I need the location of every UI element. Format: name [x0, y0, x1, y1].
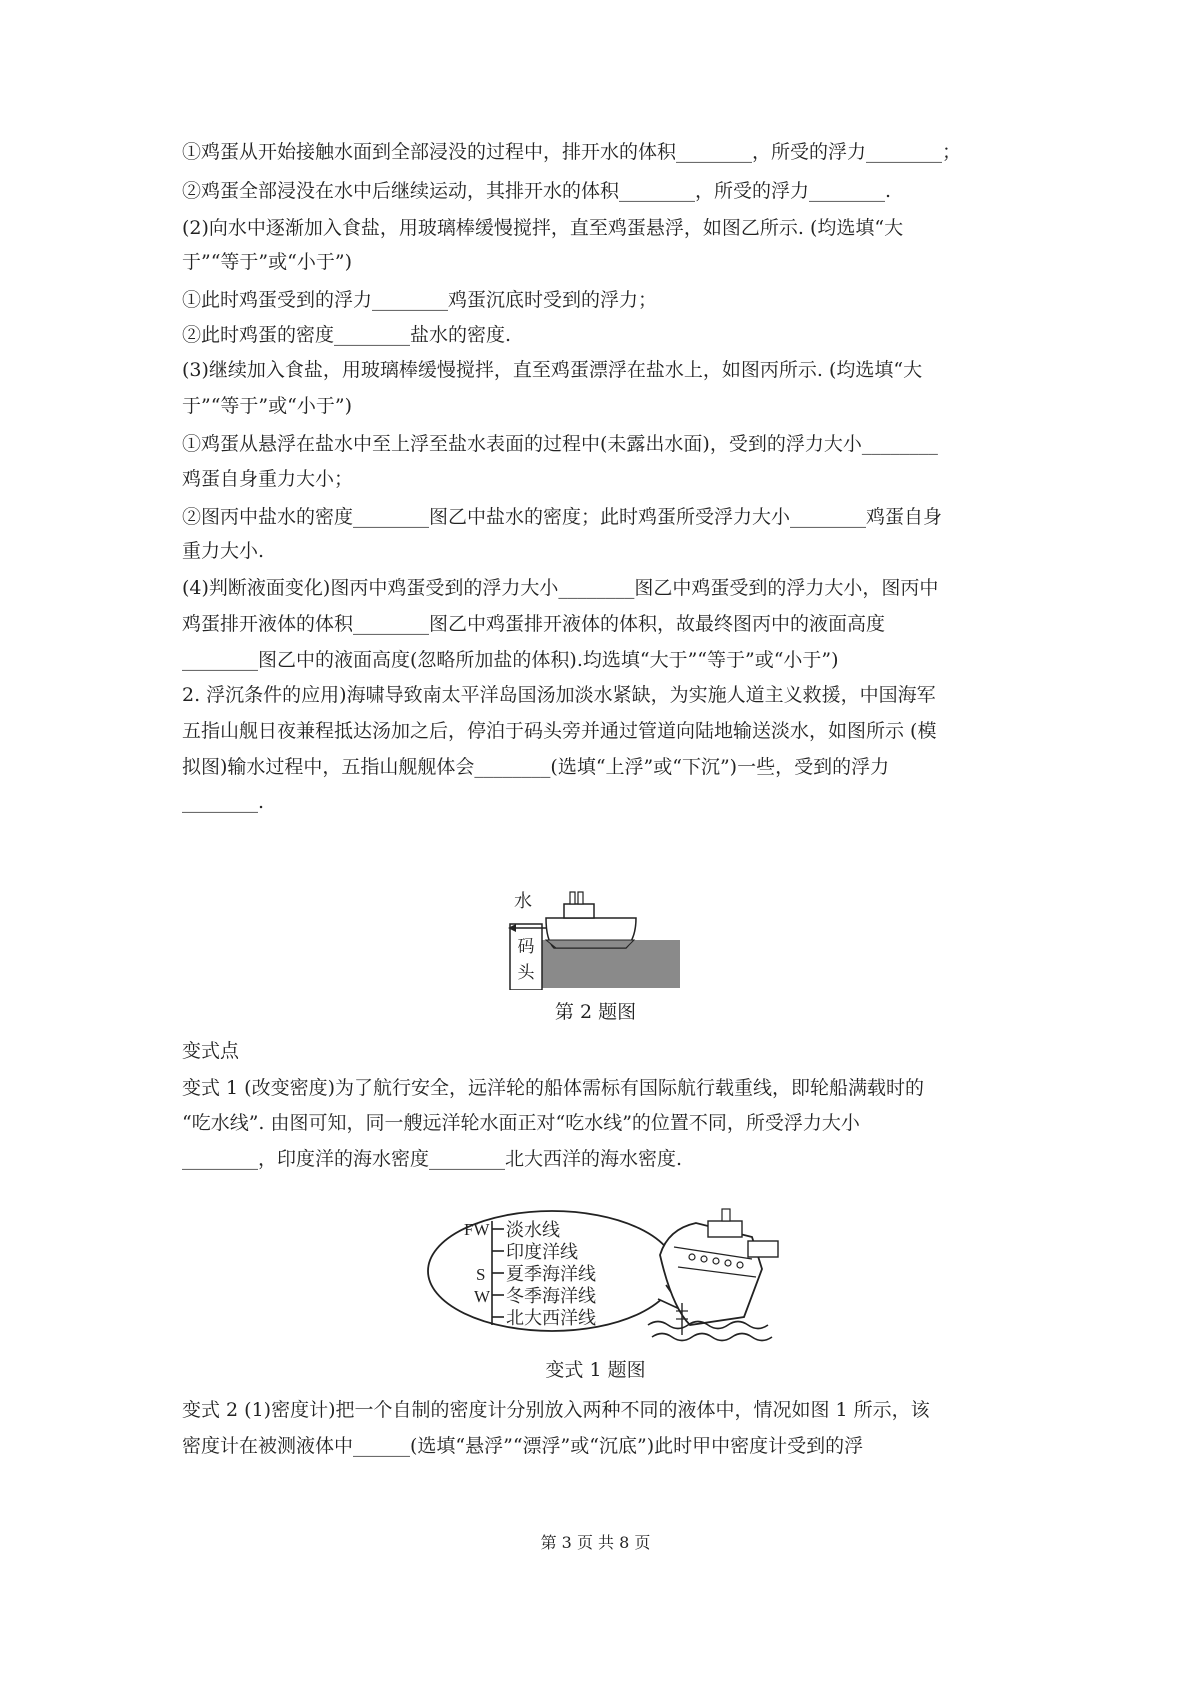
load-line-label: 印度洋线 [506, 1242, 578, 1263]
load-line-figure [422, 1207, 802, 1347]
text-line: 2. 浮沉条件的应用)海啸导致南太平洋岛国汤加淡水紧缺，为实施人道主义救援，中国海军 [182, 684, 936, 706]
text-line: (4)判断液面变化)图丙中鸡蛋受到的浮力大小________图乙中鸡蛋受到的浮力大小，图丙中 [182, 577, 939, 599]
text-line: ②图丙中盐水的密度________图乙中盐水的密度；此时鸡蛋所受浮力大小________鸡蛋自身 [182, 506, 943, 528]
dock-label-2: 头 [517, 963, 535, 983]
text-line: 重力大小. [182, 540, 265, 562]
load-line-label: 冬季海洋线 [506, 1286, 596, 1307]
text-line: 鸡蛋排开液体的体积________图乙中鸡蛋排开液体的体积，故最终图丙中的液面高度 [182, 613, 886, 635]
load-line-label: 夏季海洋线 [506, 1264, 596, 1285]
ship-dock-figure [498, 880, 698, 990]
text-line: 五指山舰日夜兼程抵达汤加之后，停泊于码头旁并通过管道向陆地输送淡水，如图所示 (模 [182, 720, 937, 742]
ship-funnel [570, 892, 575, 904]
water-label: 水 [514, 891, 532, 912]
ship-superstructure [748, 1241, 778, 1257]
text-line: “吃水线”. 由图可知，同一艘远洋轮水面正对“吃水线”的位置不同，所受浮力大小 [182, 1112, 860, 1134]
load-line-label: 北大西洋线 [506, 1308, 596, 1329]
text-line: (2)向水中逐渐加入食盐，用玻璃棒缓慢搅拌，直至鸡蛋悬浮，如图乙所示. (均选填“大 [182, 217, 904, 239]
text-line: ①鸡蛋从悬浮在盐水中至上浮至盐水表面的过程中(未露出水面)，受到的浮力大小________ [182, 433, 938, 455]
text-line: ②此时鸡蛋的密度________盐水的密度. [182, 324, 512, 346]
text-line: 于”“等于”或“小于”) [182, 395, 352, 417]
page-footer: 第 3 页 共 8 页 [540, 1533, 651, 1552]
text-line: ________图乙中的液面高度(忽略所加盐的体积).均选填“大于”“等于”或“小于”) [182, 649, 839, 671]
text-line: ②鸡蛋全部浸没在水中后继续运动，其排开水的体积________，所受的浮力________. [182, 180, 892, 202]
figure-caption: 变式 1 题图 [545, 1359, 646, 1381]
mark-fw: FW [464, 1220, 490, 1239]
dock-label-1: 码 [517, 937, 535, 957]
mark-w: W [474, 1287, 491, 1306]
ship-funnel [722, 1209, 730, 1221]
section-title: 变式点 [182, 1040, 240, 1062]
text-line: 变式 1 (改变密度)为了航行安全，远洋轮的船体需标有国际航行载重线，即轮船满载时的 [182, 1077, 924, 1099]
text-line: 鸡蛋自身重力大小； [182, 468, 354, 490]
text-line: ________. [182, 791, 265, 813]
text-line: 密度计在被测液体中______(选填“悬浮”“漂浮”或“沉底”)此时甲中密度计受到的浮 [182, 1435, 864, 1457]
ship-submerged-part [546, 940, 634, 948]
text-line: (3)继续加入食盐，用玻璃棒缓慢搅拌，直至鸡蛋漂浮在盐水上，如图丙所示. (均选填“大 [182, 359, 923, 381]
ocean-liner-hull [660, 1223, 762, 1325]
text-line: ①鸡蛋从开始接触水面到全部浸没的过程中，排开水的体积________，所受的浮力________； [182, 141, 962, 163]
mark-s: S [476, 1265, 486, 1284]
waves [652, 1334, 772, 1341]
figure-caption: 第 2 题图 [554, 1001, 637, 1023]
text-line: ①此时鸡蛋受到的浮力________鸡蛋沉底时受到的浮力； [182, 289, 658, 311]
ship-cabin [564, 904, 594, 918]
load-line-label: 淡水线 [506, 1220, 560, 1241]
ship-superstructure [708, 1221, 742, 1237]
text-line: 变式 2 (1)密度计)把一个自制的密度计分别放入两种不同的液体中，情况如图 1 所示，该 [182, 1399, 930, 1421]
text-line: ________，印度洋的海水密度________北大西洋的海水密度. [182, 1148, 683, 1170]
text-line: 于”“等于”或“小于”) [182, 251, 352, 273]
text-line: 拟图)输水过程中，五指山舰舰体会________(选填“上浮”或“下沉”)一些，受到的浮力 [182, 756, 890, 778]
ship-funnel [578, 892, 583, 904]
